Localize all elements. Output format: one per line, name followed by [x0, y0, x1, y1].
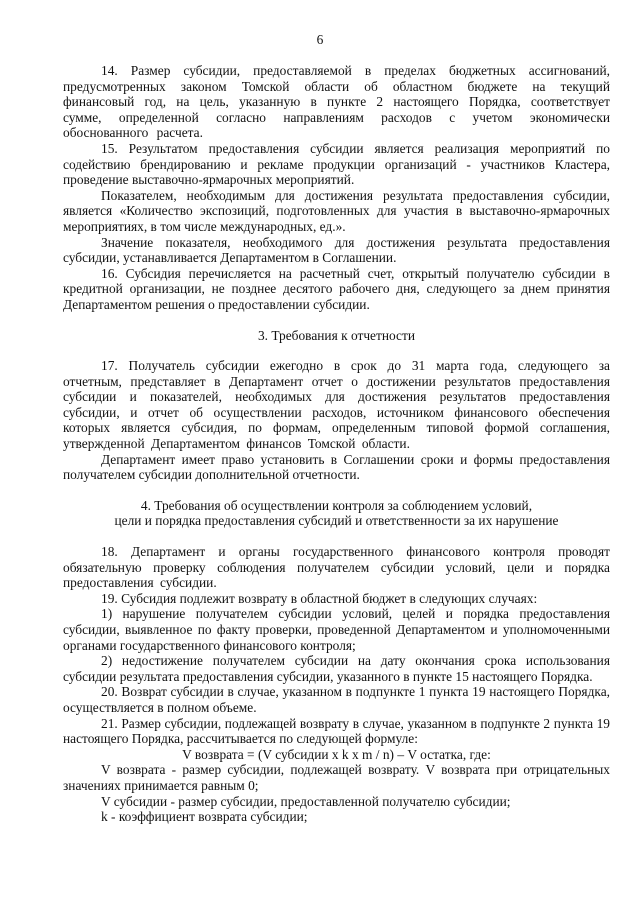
paragraph-14: 14. Размер субсидии, предоставляемой в пределах бюджетных ассигнований, предусмотренных законом Томской области об областном бюджете на текущий финансовый год, на цель, указанную в пункте 2 настоящего Порядка, соответствует сумме, определенной согласно направлениям расходов с учетом экономически обоснованного расчета.: [63, 63, 610, 141]
paragraph-17: 17. Получатель субсидии ежегодно в срок до 31 марта года, следующего за отчетным, представляет в Департамент отчет о достижении результатов предоставления субсидии и показателей, необходимых для достижения результатов предоставления субсидии, и отчет об осуществлении расходов, источником финансового обеспечения которых является субсидия, по формам, определенным типовой формой соглашения, утвержденной Департаментом финансов Томской области.: [63, 358, 610, 452]
paragraph-indicator-value: Значение показателя, необходимого для достижения результата предоставления субсидии, устанавливается Департаментом в Соглашении.: [63, 234, 610, 266]
paragraph-15: 15. Результатом предоставления субсидии является реализация мероприятий по содействию брендированию и рекламе продукции организаций - участников Кластера, проведение выставочно-ярмарочных мероприятий.: [63, 140, 610, 188]
definition-v-return: V возврата - размер субсидии, подлежащей возврату. V возврата при отрицательных значениях принимается равным 0;: [63, 762, 610, 793]
paragraph-18: 18. Департамент и органы государственного финансового контроля проводят обязательную проверку соблюдения получателем субсидии условий, цели и порядка предоставления субсидии.: [63, 544, 610, 591]
page-number: 6: [316, 32, 324, 47]
spacer: [63, 343, 610, 358]
paragraph-reporting-rights: Департамент имеет право установить в Соглашении сроки и формы предоставления получателем субсидии дополнительной отчетности.: [63, 451, 610, 483]
section-heading-4-line2: цели и порядка предоставления субсидий и ответственности за их нарушение: [114, 513, 559, 529]
paragraph-indicator: Показателем, необходимым для достижения результата предоставления субсидии, является «Количество экспозиций, подготовленных для участия в выставочно-ярмарочных мероприятиях, в том числе международных, ед.».: [63, 187, 610, 234]
list-item-19-1: 1) нарушение получателем субсидии условий, целей и порядка предоставления субсидии, выявленное по факту проверки, проведенной Департаментом и уполномоченными органами государственного финансового контроля;: [63, 606, 610, 653]
section-heading-3: 3. Требования к отчетности: [257, 327, 416, 343]
paragraph-20: 20. Возврат субсидии в случае, указанном в подпункте 1 пункта 19 настоящего Порядка, осуществляется в полном объеме.: [63, 684, 610, 715]
spacer: [63, 313, 610, 328]
paragraph-16: 16. Субсидия перечисляется на расчетный счет, открытый получателю субсидии в кредитной организации, не позднее десятого рабочего дня, следующего за днем принятия Департаментом решения о предоставлении субсидии.: [63, 265, 610, 312]
formula: V возврата = (V субсидии x k x m / n) – V остатка, где:: [182, 746, 491, 762]
definition-v-subsidy: V субсидии - размер субсидии, предоставленной получателю субсидии;: [101, 793, 511, 809]
section-heading-4-line1: 4. Требования об осуществлении контроля за соблюдением условий,: [140, 497, 533, 513]
paragraph-19: 19. Субсидия подлежит возврату в областной бюджет в следующих случаях:: [101, 590, 538, 606]
spacer: [63, 483, 610, 498]
list-item-19-2: 2) недостижение получателем субсидии на дату окончания срока использования субсидии результата предоставления субсидии, указанного в пункте 15 настоящего Порядка.: [63, 653, 610, 684]
definition-k: k - коэффициент возврата субсидии;: [101, 809, 308, 825]
spacer: [63, 529, 610, 544]
document-body: [63, 63, 610, 825]
paragraph-21: 21. Размер субсидии, подлежащей возврату в случае, указанном в подпункте 2 пункта 19 настоящего Порядка, рассчитывается по следующей формуле:: [63, 715, 610, 747]
